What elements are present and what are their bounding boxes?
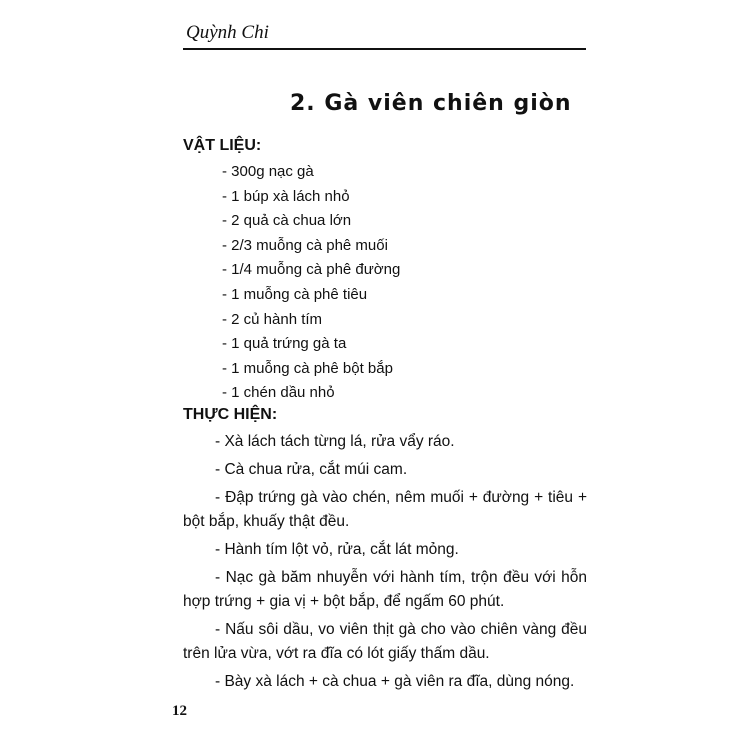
- ingredient-item: - 1 muỗng cà phê tiêu: [222, 285, 368, 303]
- ingredients-list: [222, 162, 400, 408]
- ingredients-heading: VẬT LIỆU:: [183, 137, 262, 154]
- steps-list: [183, 430, 587, 698]
- step-item: - Hành tím lột vỏ, rửa, cắt lát mỏng.: [215, 541, 459, 558]
- steps-heading: THỰC HIỆN:: [183, 406, 278, 423]
- page-number: 12: [172, 703, 187, 719]
- ingredient-item: - 1 búp xà lách nhỏ: [222, 187, 350, 205]
- ingredient-item: - 300g nạc gà: [222, 163, 314, 180]
- running-header-author: Quỳnh Chi: [186, 22, 269, 43]
- step-item: - Bày xà lách + cà chua + gà viên ra đĩa, dùng nóng.: [215, 673, 575, 690]
- ingredient-item: - 2 quả cà chua lớn: [222, 212, 352, 230]
- ingredient-item: - 2 củ hành tím: [222, 310, 323, 328]
- step-item: - Nấu sôi dầu, vo viên thịt gà cho vào chiên vàng đều trên lửa vừa, vớt ra đĩa có lót giấy thấm dầu.: [183, 621, 587, 662]
- step-item: - Cà chua rửa, cắt múi cam.: [215, 461, 408, 478]
- step-item: - Nạc gà băm nhuyễn với hành tím, trộn đều với hỗn hợp trứng + gia vị + bột bắp, để ngấm 60 phút.: [183, 569, 587, 610]
- step-item: - Xà lách tách từng lá, rửa vẩy ráo.: [215, 433, 455, 450]
- ingredient-item: - 1/4 muỗng cà phê đường: [222, 261, 401, 279]
- ingredient-item: - 1 quả trứng gà ta: [222, 335, 347, 353]
- step-item: - Đập trứng gà vào chén, nêm muối + đường + tiêu + bột bắp, khuấy thật đều.: [183, 489, 587, 530]
- ingredient-item: - 1 muỗng cà phê bột bắp: [222, 359, 393, 377]
- ingredient-item: - 1 chén dầu nhỏ: [222, 384, 335, 402]
- header-rule: [183, 48, 586, 50]
- recipe-title: 2. Gà viên chiên giòn: [290, 91, 572, 116]
- ingredient-item: - 2/3 muỗng cà phê muối: [222, 236, 388, 254]
